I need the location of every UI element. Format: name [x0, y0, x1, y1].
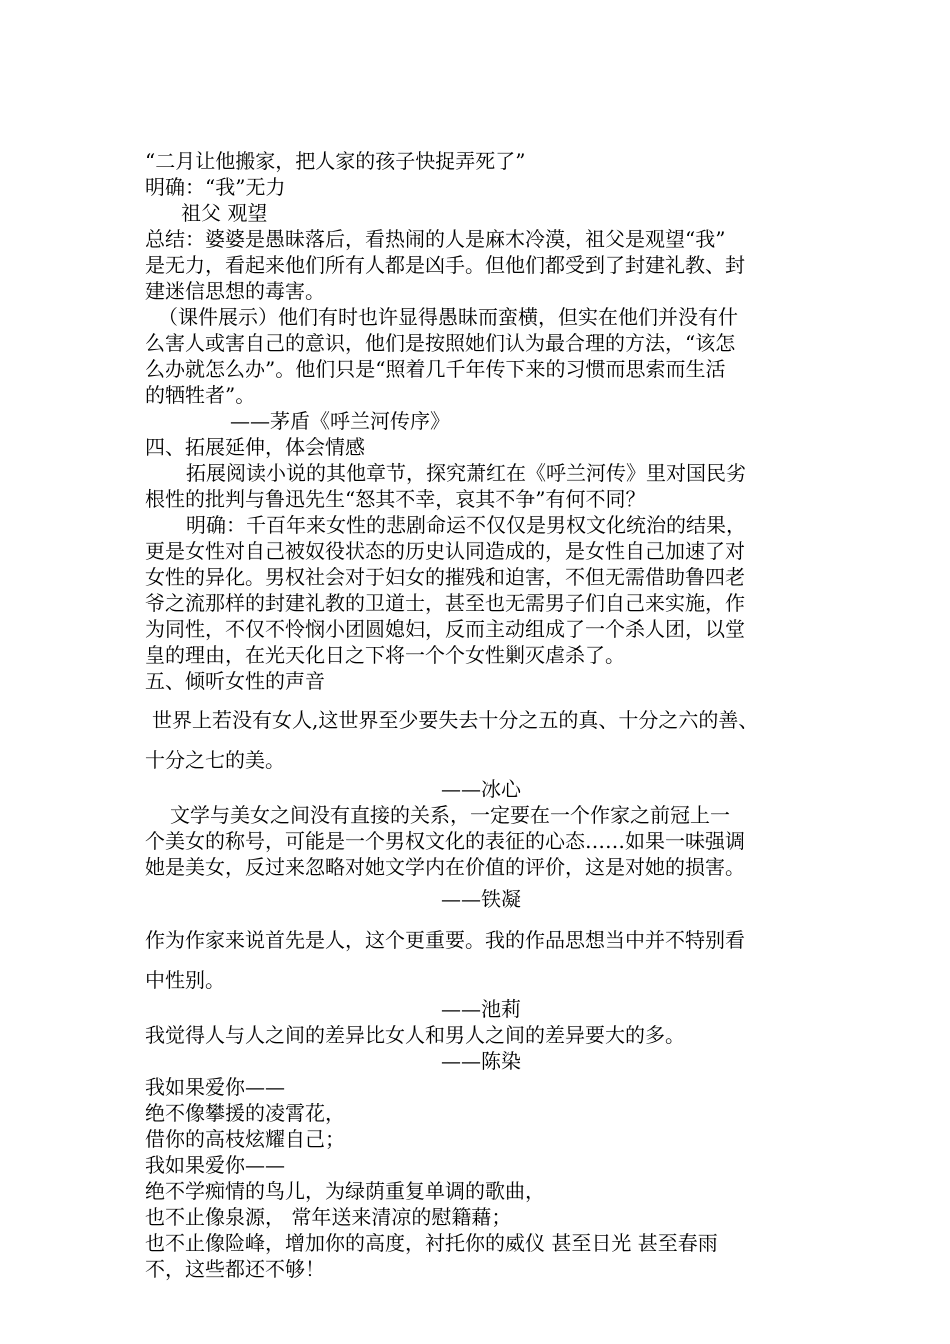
text-line-20: 皇的理由，在光天化日之下将一个个女性剿灭虐杀了。: [145, 643, 625, 667]
text-line-15: 明确：千百年来女性的悲剧命运不仅仅是男权文化统治的结果，: [186, 513, 746, 537]
poem-line-6: 也不止像泉源， 常年送来清凉的慰籍藉；: [145, 1205, 512, 1229]
citation-tiening: ——铁凝: [441, 887, 521, 911]
quote-tiening-line-3: 她是美女，反过来忽略对她文学内在价值的评价，这是对她的损害。: [145, 855, 745, 879]
text-line-5: 是无力，看起来他们所有人都是凶手。但他们都受到了封建礼教、封: [145, 253, 745, 277]
text-line-16: 更是女性对自己被奴役状态的历史认同造成的，是女性自己加速了对: [145, 539, 745, 563]
text-line-2: 明确：“我”无力: [145, 175, 286, 199]
text-line-18: 爷之流那样的封建礼教的卫道士，甚至也无需男子们自己来实施，作: [145, 591, 745, 615]
text-line-9: 么办就怎么办”。他们只是“照着几千年传下来的习惯而思索而生活: [145, 357, 726, 381]
poem-line-7: 也不止像险峰，增加你的高度，衬托你的威仪 甚至日光 甚至春雨: [145, 1231, 718, 1255]
quote-bingxin-line-2: 十分之七的美。: [145, 748, 285, 772]
quote-chili-line-1: 作为作家来说首先是人，这个更重要。我的作品思想当中并不特别看: [145, 928, 745, 952]
text-line-3: 祖父 观望: [181, 201, 268, 225]
section-heading-5: 五、倾听女性的声音: [145, 669, 325, 693]
citation-bingxin: ——冰心: [441, 777, 521, 801]
quote-chenran: 我觉得人与人之间的差异比女人和男人之间的差异要大的多。: [145, 1023, 685, 1047]
poem-line-2: 绝不像攀援的凌霄花，: [145, 1101, 345, 1125]
quote-chili-line-2: 中性别。: [145, 968, 225, 992]
poem-line-8: 不，这些都还不够！: [145, 1257, 325, 1281]
text-line-13: 拓展阅读小说的其他章节，探究萧红在《呼兰河传》里对国民劣: [186, 461, 746, 485]
quote-tiening-line-1: 文学与美女之间没有直接的关系，一定要在一个作家之前冠上一: [170, 803, 730, 827]
citation-maodun: ——茅盾《呼兰河传序》: [230, 409, 450, 433]
text-line-19: 为同性，不仅不怜悯小团圆媳妇，反而主动组成了一个杀人团，以堂: [145, 617, 745, 641]
quote-tiening-line-2: 个美女的称号，可能是一个男权文化的表征的心态……如果一味强调: [145, 829, 745, 853]
text-line-10: 的牺牲者”。: [145, 383, 256, 407]
citation-chili: ——池莉: [441, 997, 521, 1021]
citation-chenran: ——陈染: [441, 1049, 521, 1073]
poem-line-5: 绝不学痴情的鸟儿，为绿荫重复单调的歌曲，: [145, 1179, 545, 1203]
text-line-4: 总结：婆婆是愚昧落后，看热闹的人是麻木冷漠，祖父是观望“我”: [145, 227, 726, 251]
text-line-14: 根性的批判与鲁迅先生“怒其不幸，哀其不争”有何不同？: [145, 487, 646, 511]
poem-line-3: 借你的高枝炫耀自己；: [145, 1127, 345, 1151]
text-line-6: 建迷信思想的毒害。: [145, 279, 325, 303]
text-line-17: 女性的异化。男权社会对于妇女的摧残和迫害，不但无需借助鲁四老: [145, 565, 745, 589]
text-line-8: 么害人或害自己的意识，他们是按照她们认为最合理的方法，“该怎: [145, 331, 736, 355]
poem-line-4: 我如果爱你——: [145, 1153, 285, 1177]
quote-bingxin-line-1: 世界上若没有女人,这世界至少要失去十分之五的真、十分之六的善、: [152, 708, 759, 732]
text-line-1: “二月让他搬家，把人家的孩子快捉弄死了”: [145, 149, 526, 173]
text-line-7: （课件展示）他们有时也许显得愚昧而蛮横，但实在他们并没有什: [158, 305, 738, 329]
section-heading-4: 四、拓展延伸，体会情感: [145, 435, 365, 459]
poem-line-1: 我如果爱你——: [145, 1075, 285, 1099]
